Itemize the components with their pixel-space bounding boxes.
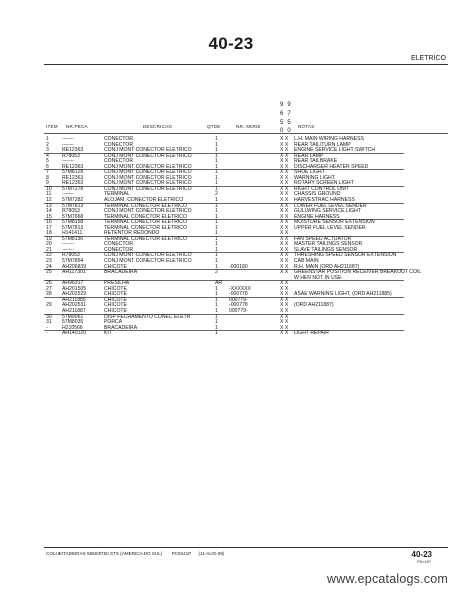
row-qty: 1 — [215, 296, 218, 303]
footer-page-number: 40-23 — [411, 550, 432, 559]
row-item: 15 — [46, 213, 52, 220]
row-part-number: 57M9061 — [62, 313, 84, 320]
row-qty: 1 — [215, 202, 218, 209]
column-headers — [0, 124, 462, 135]
row-item: 21 — [46, 246, 52, 253]
row-model-marks: X X — [280, 258, 289, 265]
footer-title: COLHEITADEIRAS 9650/9750 STS (AMERICA DO SUL) — [46, 551, 163, 556]
row-item: 9 — [46, 180, 49, 187]
row-description: CONECTOR — [104, 158, 134, 165]
row-item: 20 — [46, 241, 52, 248]
header-part: NR.PECA — [66, 124, 88, 129]
row-serial: 000779- — [229, 307, 248, 314]
row-item: 26 — [46, 280, 52, 287]
model-code-digit: 5 — [287, 119, 291, 126]
row-description: KIT — [104, 330, 112, 337]
row-item: 28 — [46, 291, 52, 298]
row-description: TERMINAL CONECTOR ELETRICO — [104, 219, 187, 226]
row-notes: ENGINE HARNESS — [294, 213, 340, 220]
row-notes: LIGHT REPAIR — [294, 330, 329, 337]
row-model-marks: X X — [280, 307, 289, 314]
row-item: 30 — [46, 313, 52, 320]
row-qty: AR — [215, 280, 223, 287]
row-description: TERMINAL — [104, 191, 130, 198]
page-number-top: 40-23 — [208, 34, 254, 53]
row-model-marks: X X — [280, 224, 289, 231]
row-qty: 1 — [215, 147, 218, 154]
row-model-marks: X X — [280, 163, 289, 170]
footer-small-code: PN=197 — [417, 560, 431, 564]
row-description: CONJ MONT CONECTOR ELETRICO — [104, 258, 192, 265]
row-notes: HARVESTRAC HARNESS — [294, 197, 355, 204]
row-serial: -000778 — [229, 291, 248, 298]
row-item: 31 — [46, 319, 52, 326]
row-qty: 1 — [215, 158, 218, 165]
row-item: 3 — [46, 147, 49, 154]
row-part-number: H141411 — [62, 230, 83, 237]
row-part-number: 57M8128 — [62, 169, 84, 176]
row-notes: ASAE WARNING LIGHT, (ORD AH211885) — [294, 291, 392, 298]
row-part-number: AH96317 — [62, 280, 84, 287]
row-model-marks: X X — [280, 174, 289, 181]
row-item: 10 — [46, 185, 52, 192]
row-qty: 1 — [215, 219, 218, 226]
row-part-number: AH211887 — [62, 307, 86, 314]
table-row — [0, 331, 462, 337]
header-notes: NOTAS — [298, 124, 315, 129]
row-model-marks: X X — [280, 158, 289, 165]
model-code-digit: 9 — [280, 102, 284, 108]
row-notes: REAR LAMP — [294, 152, 324, 159]
row-qty: 1 — [215, 258, 218, 265]
row-description: CHICOTE — [104, 285, 127, 292]
row-part-number: RE12363 — [62, 180, 84, 187]
row-qty: 1 — [215, 230, 218, 237]
row-part-number: AH140120 — [62, 330, 87, 337]
row-notes: CHASSIS GROUND — [294, 191, 341, 198]
row-part-number: ------- — [62, 241, 74, 248]
row-part-number: ------- — [62, 246, 74, 253]
row-notes: REAR TAIL/TURN LAMP — [294, 141, 351, 148]
row-description: TERMINAL CONECTOR ELETRICO — [104, 213, 187, 220]
row-part-number: ------- — [62, 158, 74, 165]
footer-text — [46, 551, 224, 556]
row-item: 4 — [46, 152, 49, 159]
row-item: 27 — [46, 285, 52, 292]
model-code-digit: 5 — [280, 119, 284, 126]
row-item: - — [46, 330, 48, 337]
row-description: TERMINAL CONECTOR ELETRICO — [104, 235, 187, 242]
row-qty: 1 — [215, 252, 218, 259]
row-model-marks: X X — [280, 263, 289, 270]
row-qty: 1 — [215, 246, 218, 253]
row-notes: REAR TAILBRAKE — [294, 158, 338, 165]
row-model-marks: X X — [280, 296, 289, 303]
row-description: BRACADEIRA — [104, 269, 138, 276]
row-part-number: 57M7854 — [62, 258, 84, 265]
row-qty: 1 — [215, 152, 218, 159]
row-part-number: H210566 — [62, 324, 83, 331]
row-item: 2 — [46, 141, 49, 148]
row-part-number: ------- — [62, 136, 74, 142]
row-item: 11 — [46, 191, 52, 198]
row-model-marks: X X — [280, 147, 289, 154]
row-notes: WARNING LIGHT — [294, 174, 335, 181]
model-code-digit: 6 — [280, 110, 284, 117]
row-model-marks: X X — [280, 235, 289, 242]
row-part-number: RE12363 — [62, 174, 84, 181]
row-qty: 1 — [215, 263, 218, 270]
row-description: ALOJAM. CONECTOR ELETRICO — [104, 197, 184, 204]
row-notes: ROTARY SCREEN LIGHT — [294, 180, 354, 187]
row-qty: 1 — [215, 241, 218, 248]
row-notes: RIGHT CONTROL UNIT — [294, 185, 350, 192]
row-model-marks: X X — [280, 319, 289, 326]
model-code-digit: 0 — [280, 128, 284, 135]
row-notes: GREENSTAR POSITION RECEIVER BREAKOUT COIL — [294, 269, 422, 276]
row-description: CONJ MONT CONECTOR ELETRICO — [104, 180, 192, 187]
row-description: CONJ MONT CONECTOR ELETRICO — [104, 174, 192, 181]
row-item: 12 — [46, 197, 52, 204]
row-model-marks: X X — [280, 185, 289, 192]
row-item: 7 — [46, 169, 49, 176]
row-item: 5 — [46, 158, 49, 165]
row-qty: 1 — [215, 235, 218, 242]
row-description: BRACADEIRA — [104, 324, 138, 331]
row-notes: L.H. MAIN WIRING HARNESS — [294, 136, 364, 142]
row-description: RETENTOR REDONDO — [104, 230, 160, 237]
row-qty: 1 — [215, 319, 218, 326]
row-part-number: RE12363 — [62, 163, 84, 170]
row-description: PRESILHA — [104, 280, 130, 287]
row-notes: MOISTURE SENSOR EXTENSION — [294, 219, 375, 226]
row-notes: UPPER FUEL LEVEL SENDER — [294, 224, 366, 231]
row-description: CHICOTE — [104, 302, 127, 309]
model-code-digit: 0 — [287, 128, 291, 135]
row-description: CONJ MONT CONECTOR ELETRICO — [104, 185, 192, 192]
parts-table — [0, 137, 462, 337]
row-notes: GULLWING SERVICE LIGHT — [294, 208, 361, 215]
footer-rule — [44, 547, 448, 548]
row-qty: 1 — [215, 324, 218, 331]
row-model-marks: X X — [280, 180, 289, 187]
row-part-number: 57M7278 — [62, 185, 84, 192]
watermark: www.epcatalogs.com — [326, 572, 448, 586]
row-model-marks: X X — [280, 191, 289, 198]
row-part-number: AH202531 — [62, 302, 87, 309]
row-notes: SLAVE TAILINGS SENSOR — [294, 246, 358, 253]
row-notes: THRESHING SPEED SENSOR EXTENSION — [294, 252, 397, 259]
section-label: ELETRICO — [410, 55, 446, 62]
top-rule — [44, 64, 448, 65]
row-model-marks: X X — [280, 213, 289, 220]
model-code-digit: 9 — [287, 102, 291, 108]
row-description: TERMINAL CONECTOR ELETRICO — [104, 224, 187, 231]
row-description: CHICOTE — [104, 263, 127, 270]
row-notes: (ORD AH211887) — [294, 302, 334, 309]
row-model-marks: X X — [280, 269, 289, 276]
row-part-number: AH201505 — [62, 285, 87, 292]
row-qty: 1 — [215, 291, 218, 298]
row-model-marks: X X — [280, 202, 289, 209]
row-model-marks: X X — [280, 302, 289, 309]
row-part-number: 57M7668 — [62, 213, 84, 220]
row-model-marks: X X — [280, 291, 289, 298]
row-item: 24 — [46, 263, 52, 270]
row-model-marks: X X — [280, 285, 289, 292]
row-qty: 2 — [215, 191, 218, 198]
row-serial: -000778 — [229, 302, 248, 309]
row-model-marks: X X — [280, 230, 289, 237]
row-part-number: 57M7813 — [62, 202, 84, 209]
row-model-marks: X X — [280, 313, 289, 320]
row-qty: 1 — [215, 224, 218, 231]
row-item: 25 — [46, 269, 52, 276]
row-notes: R.H. MAIN (ORD AH211687) — [294, 263, 360, 270]
row-qty: 1 — [215, 141, 218, 148]
row-part-number: R78053 — [62, 208, 80, 215]
row-item: 23 — [46, 258, 52, 265]
row-part-number: 57M7282 — [62, 197, 84, 204]
header-qty: QTDE — [207, 124, 221, 129]
header-rule — [44, 133, 448, 134]
row-description: CHICOTE — [104, 307, 127, 314]
row-model-marks: X X — [280, 324, 289, 331]
row-part-number: ------- — [62, 191, 74, 198]
row-qty: 1 — [215, 163, 218, 170]
row-model-marks: X X — [280, 241, 289, 248]
row-model-marks: X X — [280, 219, 289, 226]
header-serial: NR. SERIE — [236, 124, 261, 129]
row-item: 8 — [46, 174, 49, 181]
row-description: PORCA — [104, 319, 123, 326]
row-description: CONECTOR — [104, 136, 134, 142]
row-part-number: 57M8158 — [62, 219, 84, 226]
row-qty: 1 — [215, 208, 218, 215]
row-qty: 1 — [215, 307, 218, 314]
header-item: ITEM — [46, 124, 58, 129]
row-qty: 1 — [215, 169, 218, 176]
row-notes: W HEN NOT IN USE. — [294, 274, 343, 281]
row-item: 29 — [46, 302, 52, 309]
row-part-number: AH206839 — [62, 263, 87, 270]
row-item: 16 — [46, 219, 52, 226]
row-model-marks: X X — [280, 136, 289, 142]
row-serial: 000779- — [229, 296, 248, 303]
row-qty: 1 — [215, 197, 218, 204]
row-item: 19 — [46, 235, 52, 242]
row-item: 6 — [46, 163, 49, 170]
row-description: DISP FECHAMENTO CONEC ELETR — [104, 313, 191, 320]
row-part-number: R78053 — [62, 152, 80, 159]
row-qty: 1 — [215, 285, 218, 292]
row-model-marks: X X — [280, 330, 289, 337]
row-notes: CAB MAIN — [294, 258, 319, 265]
row-part-number: RE12363 — [62, 147, 84, 154]
row-part-number: 57M8130 — [62, 235, 84, 242]
row-notes: MASTER TAILINGS SENSOR — [294, 241, 363, 248]
row-part-number: R78053 — [62, 252, 80, 259]
row-serial: -XXXXXX — [229, 285, 252, 292]
row-model-marks: X X — [280, 208, 289, 215]
row-part-number: AH211885 — [62, 296, 86, 303]
footer-code: PC9241P — [171, 551, 192, 556]
footer-date: (11-AUG-08) — [198, 551, 225, 556]
row-qty: 1 — [215, 213, 218, 220]
row-model-marks: X X — [280, 246, 289, 253]
row-notes: LOWER FUEL LEVEL SENDER — [294, 202, 367, 209]
row-description: CONJ MONT CONECTOR ELETRICO — [104, 169, 192, 176]
row-item: 18 — [46, 230, 52, 237]
row-qty: 1 — [215, 302, 218, 309]
row-item: 13 — [46, 202, 52, 209]
row-part-number: AH117301 — [62, 269, 86, 276]
row-description: CONECTOR — [104, 141, 134, 148]
row-qty: 1 — [215, 174, 218, 181]
row-description: CONJ MONT CONECTOR ELETRICO — [104, 152, 192, 159]
row-description: CONJ MONT CONECTOR ELETRICO — [104, 208, 192, 215]
row-description: CONJ MONT CONECTOR ELETRICO — [104, 252, 192, 259]
row-notes: ENGINE SERVICE LIGHT SWITCH — [294, 147, 376, 154]
row-qty: 1 — [215, 180, 218, 187]
row-part-number: 57M7813 — [62, 224, 84, 231]
header-description: DESCRICAO — [143, 124, 173, 129]
row-serial: -000180 — [229, 263, 248, 270]
row-item: 22 — [46, 252, 52, 259]
row-part-number: 57M8035 — [62, 319, 84, 326]
row-qty: 1 — [215, 185, 218, 192]
row-notes: FAN SPEED ACTUATOR — [294, 235, 352, 242]
row-qty: 1 — [215, 313, 218, 320]
row-notes: DISCHARGER HEATER SPEED — [294, 163, 369, 170]
row-description: CHICOTE — [104, 296, 127, 303]
row-model-marks: X X — [280, 152, 289, 159]
row-description: CONJ MONT CONECTOR ELETRICO — [104, 163, 192, 170]
row-item: 14 — [46, 208, 52, 215]
row-model-marks: X X — [280, 197, 289, 204]
row-description: CONECTOR — [104, 246, 134, 253]
row-item: 1 — [46, 136, 49, 142]
row-description: CONECTOR — [104, 241, 134, 248]
row-part-number: ------- — [62, 141, 74, 148]
row-qty: 2 — [215, 269, 218, 276]
model-code-line — [280, 110, 296, 119]
row-qty: 1 — [215, 330, 218, 337]
row-part-number: AH202529 — [62, 291, 87, 298]
row-model-marks: X X — [280, 252, 289, 259]
row-model-marks: X X — [280, 169, 289, 176]
model-code-line — [280, 101, 296, 110]
model-code-digit: 7 — [287, 110, 291, 117]
row-item: - — [46, 324, 48, 331]
row-description: CHICOTE — [104, 291, 127, 298]
row-model-marks: X X — [280, 141, 289, 148]
row-description: TERMINAL CONECTOR ELETRICO — [104, 202, 187, 209]
row-notes: SHOE LIGHT — [294, 169, 325, 176]
row-model-marks: X X — [280, 280, 289, 287]
row-qty: 1 — [215, 136, 218, 142]
row-description: CONJ MONT CONECTOR ELETRICO — [104, 147, 192, 154]
row-item: 17 — [46, 224, 52, 231]
